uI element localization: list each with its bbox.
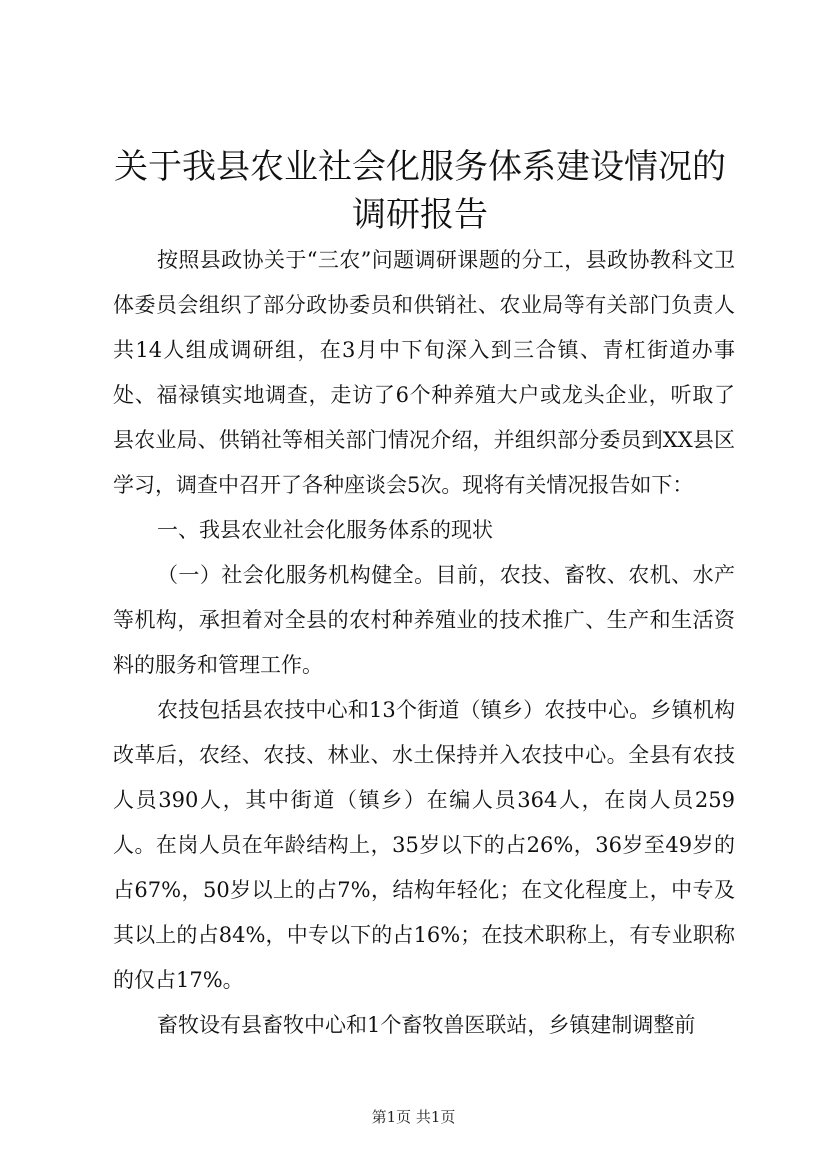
document-body bbox=[113, 238, 735, 1048]
paragraph-agri-tech: 农技包括县农技中心和13个街道（镇乡）农技中心。乡镇机构改革后，农经、农技、林业、水土保持并入农技中心。全县有农技人员390人，其中街道（镇乡）在编人员364人，在岗人员259人。在岗人员在年龄结构上，35岁以下的占26%，36岁至49岁的占67%，50岁以上的占7%，结构年轻化；在文化程度上，中专及其以上的占84%，中专以下的占16%；在技术职称上，有专业职称的仅占17%。 bbox=[113, 698, 735, 992]
paragraph-livestock: 畜牧设有县畜牧中心和1个畜牧兽医联站，乡镇建制调整前 bbox=[157, 1013, 696, 1037]
document-title: 关于我县农业社会化服务体系建设情况的调研报告 bbox=[114, 147, 726, 235]
section-heading: 一、我县农业社会化服务体系的现状 bbox=[157, 518, 493, 542]
paragraph-service-institutions: （一）社会化服务机构健全。目前，农技、畜牧、农机、水产等机构，承担着对全县的农村种养殖业的技术推广、生产和生活资料的服务和管理工作。 bbox=[113, 563, 735, 677]
page-number: 第1页 共1页 bbox=[371, 1108, 456, 1126]
paragraph-intro: 按照县政协关于“三农”问题调研课题的分工，县政协教科文卫体委员会组织了部分政协委员和供销社、农业局等有关部门负责人共14人组成调研组，在3月中下旬深入到三合镇、青杠街道办事处、福禄镇实地调查，走访了6个种养殖大户或龙头企业，听取了县农业局、供销社等相关部门情况介绍，并组织部分委员到XX县区学习，调查中召开了各种座谈会5次。现将有关情况报告如下： bbox=[113, 248, 735, 497]
